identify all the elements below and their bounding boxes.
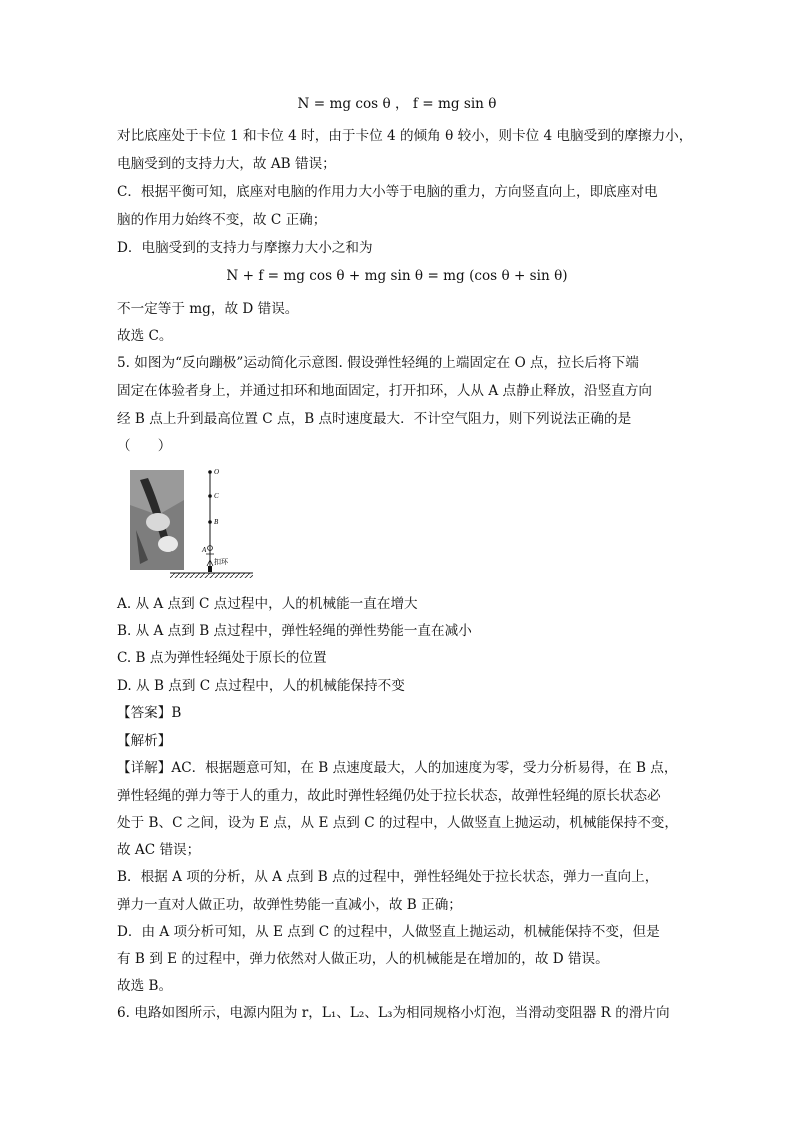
detail-line: B．根据 A 项的分析，从 A 点到 B 点的过程中，弹性轻绳处于拉长状态，弹力一直向上， [117,869,659,885]
text-line: C．根据平衡可知，底座对电脑的作用力大小等于电脑的重力，方向竖直向上，即底座对电 [117,184,658,200]
bungee-diagram [128,460,258,582]
label-b: B [214,518,219,526]
label-buckle: 扣环 [214,558,228,566]
text-line: 电脑受到的支持力大，故 AB 错误； [117,156,336,172]
detail-line: 故选 B。 [117,978,173,994]
question-5-stem: 经 B 点上升到最高位置 C 点，B 点时速度最大．不计空气阻力，则下列说法正确的是 [117,411,632,427]
detail-line: 处于 B、C 之间，设为 E 点，从 E 点到 C 的过程中，人做竖直上抛运动，机械能保持不变， [117,815,678,831]
detail-line: 【详解】AC．根据题意可知，在 B 点速度最大，人的加速度为零，受力分析易得，在 B 点， [117,760,678,776]
option-a: A. 从 A 点到 C 点过程中，人的机械能一直在增大 [117,596,418,612]
label-a: A [202,546,207,554]
reverse-bungee-figure [128,460,258,582]
equation-1: N = mg cos θ ， f = mg sin θ [297,96,497,112]
equation-2: N + f = mg cos θ + mg sin θ = mg (cos θ + sin θ) [226,268,568,284]
label-c: C [214,492,219,500]
answer-line: 【答案】B [117,705,182,721]
question-5-stem: 固定在体验者身上，并通过扣环和地面固定，打开扣环，人从 A 点静止释放，沿竖直方向 [117,383,653,399]
label-o: O [214,468,220,476]
detail-line: D．由 A 项分析可知，从 E 点到 C 的过程中，人做竖直上抛运动，机械能保持不变，但是 [117,924,660,940]
option-d: D. 从 B 点到 C 点过程中，人的机械能保持不变 [117,678,405,694]
analysis-heading: 【解析】 [117,733,172,749]
text-line: D．电脑受到的支持力与摩擦力大小之和为 [117,240,373,256]
question-5-stem: 5. 如图为“反向蹦极”运动简化示意图. 假设弹性轻绳的上端固定在 O 点，拉长后将下端 [117,355,639,371]
question-6-stem: 6. 电路如图所示，电源内阻为 r，L₁、L₂、L₃为相同规格小灯泡，当滑动变阻器 R 的滑片向 [117,1005,670,1021]
detail-line: 弹性轻绳的弹力等于人的重力，故此时弹性轻绳仍处于拉长状态，故弹性轻绳的原长状态必 [117,788,661,804]
text-line: 故选 C。 [117,328,173,344]
answer-blank: （ ） [117,438,172,454]
detail-line: 有 B 到 E 的过程中，弹力依然对人做正功，人的机械能是在增加的，故 D 错误。 [117,951,609,967]
text-line: 对比底座处于卡位 1 和卡位 4 时，由于卡位 4 的倾角 θ 较小，则卡位 4 电脑受到的摩擦力小， [117,128,693,144]
detail-line: 故 AC 错误； [117,842,201,858]
text-line: 脑的作用力始终不变，故 C 正确； [117,212,327,228]
detail-line: 弹力一直对人做正功，故弹性势能一直减小，故 B 正确； [117,897,462,913]
option-b: B. 从 A 点到 B 点过程中，弹性轻绳的弹性势能一直在减小 [117,623,472,639]
text-line: 不一定等于 mg，故 D 错误。 [117,301,299,317]
option-c: C. B 点为弹性轻绳处于原长的位置 [117,650,327,666]
